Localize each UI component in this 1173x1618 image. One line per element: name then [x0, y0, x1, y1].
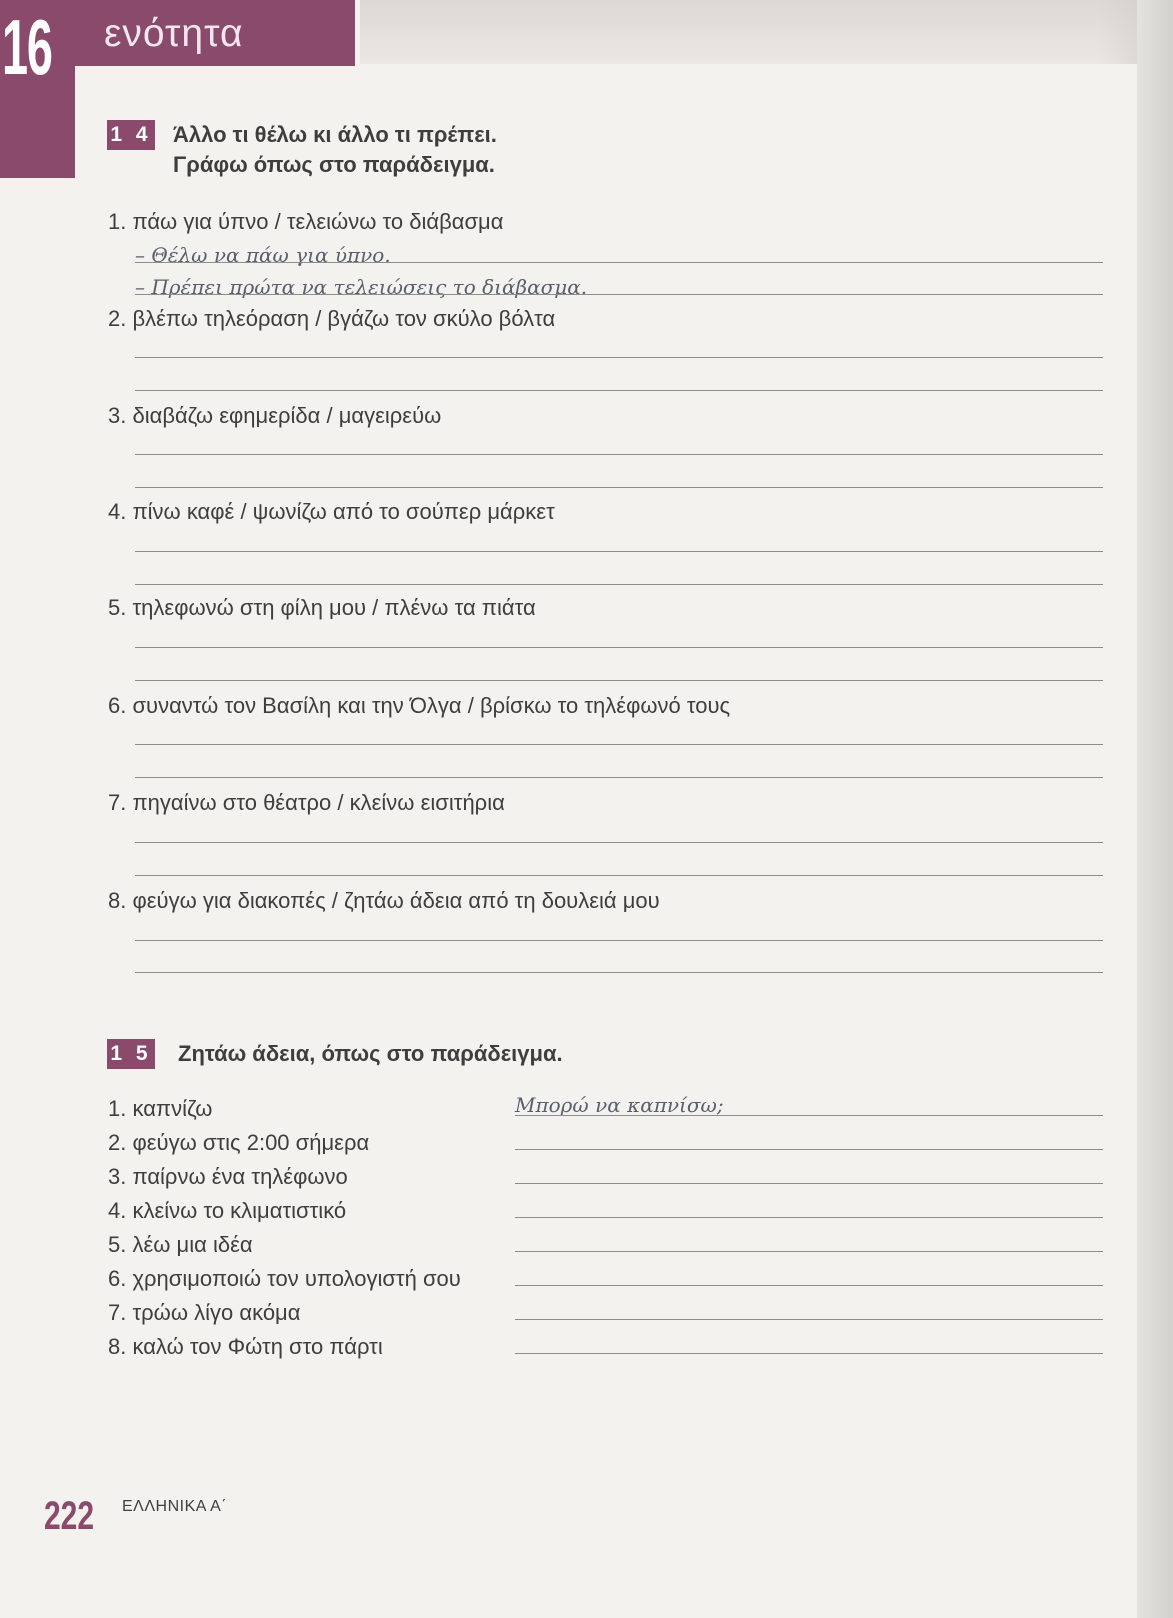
example-answer-15: Μπορώ να καπνίσω; [515, 1093, 724, 1117]
exercise-15-item-4: 4. κλείνω το κλιματιστικό [108, 1198, 347, 1223]
exercise-15-item-8: 8. καλώ τον Φώτη στο πάρτι [108, 1334, 383, 1359]
answer-line[interactable] [135, 777, 1103, 778]
unit-word: ενότητα [104, 12, 244, 55]
answer-line[interactable] [515, 1183, 1103, 1184]
exercise-14-item-5: 5. τηλεφωνώ στη φίλη μου / πλένω τα πιάτα [108, 595, 536, 620]
answer-line[interactable] [515, 1285, 1103, 1286]
answer-line[interactable] [515, 1115, 1103, 1116]
answer-line[interactable] [135, 551, 1103, 552]
answer-line[interactable] [515, 1319, 1103, 1320]
exercise-14-badge: 1 4 [107, 120, 155, 150]
exercise-14-item-8: 8. φεύγω για διακοπές / ζητάω άδεια από τη δουλειά μου [108, 888, 660, 913]
answer-line[interactable] [515, 1353, 1103, 1354]
answer-line[interactable] [135, 680, 1103, 681]
top-shade [360, 0, 1173, 64]
exercise-15-item-2: 2. φεύγω στις 2:00 σήμερα [108, 1130, 370, 1155]
unit-number: 16 [2, 3, 52, 91]
answer-line[interactable] [135, 875, 1103, 876]
exercise-15-item-6: 6. χρησιμοποιώ τον υπολογιστή σου [108, 1266, 461, 1291]
exercise-14-title-line2: Γράφω όπως στο παράδειγμα. [173, 152, 495, 177]
exercise-15-item-3: 3. παίρνω ένα τηλέφωνο [108, 1164, 348, 1189]
answer-line[interactable] [135, 940, 1103, 941]
exercise-14-item-4: 4. πίνω καφέ / ψωνίζω από το σούπερ μάρκετ [108, 499, 555, 524]
exercise-14-item-1: 1. πάω για ύπνο / τελειώνω το διάβασμα [108, 209, 504, 234]
exercise-15-item-7: 7. τρώω λίγο ακόμα [108, 1300, 301, 1325]
exercise-15-item-1: 1. καπνίζω [108, 1096, 213, 1121]
page-number: 222 [44, 1494, 95, 1538]
answer-line[interactable] [135, 262, 1103, 263]
answer-line[interactable] [135, 487, 1103, 488]
exercise-15-item-5: 5. λέω μια ιδέα [108, 1232, 253, 1257]
answer-line[interactable] [515, 1251, 1103, 1252]
exercise-14-item-7: 7. πηγαίνω στο θέατρο / κλείνω εισιτήρια [108, 790, 505, 815]
answer-line[interactable] [135, 744, 1103, 745]
example-answer-1: – Θέλω να πάω για ύπνο. [135, 243, 391, 267]
answer-line[interactable] [135, 294, 1103, 295]
exercise-15-badge: 1 5 [107, 1039, 155, 1069]
example-answer-2: – Πρέπει πρώτα να τελειώσεις το διάβασμα. [135, 275, 588, 299]
answer-line[interactable] [135, 647, 1103, 648]
exercise-14-item-2: 2. βλέπω τηλεόραση / βγάζω τον σκύλο βόλτα [108, 306, 556, 331]
exercise-14-item-6: 6. συναντώ τον Βασίλη και την Όλγα / βρίσκω το τηλέφωνό τους [108, 693, 731, 718]
exercise-14-item-3: 3. διαβάζω εφημερίδα / μαγειρεύω [108, 403, 442, 428]
exercise-15-title: Ζητάω άδεια, όπως στο παράδειγμα. [178, 1041, 563, 1066]
answer-line[interactable] [135, 842, 1103, 843]
book-title: ΕΛΛΗΝΙΚΑ Α΄ [122, 1498, 228, 1515]
unit-sidebar [0, 0, 75, 178]
answer-line[interactable] [135, 584, 1103, 585]
page-edge [1137, 0, 1173, 1618]
answer-line[interactable] [515, 1149, 1103, 1150]
answer-line[interactable] [515, 1217, 1103, 1218]
answer-line[interactable] [135, 357, 1103, 358]
exercise-14-title-line1: Άλλο τι θέλω κι άλλο τι πρέπει. [173, 122, 497, 147]
answer-line[interactable] [135, 972, 1103, 973]
answer-line[interactable] [135, 390, 1103, 391]
answer-line[interactable] [135, 454, 1103, 455]
